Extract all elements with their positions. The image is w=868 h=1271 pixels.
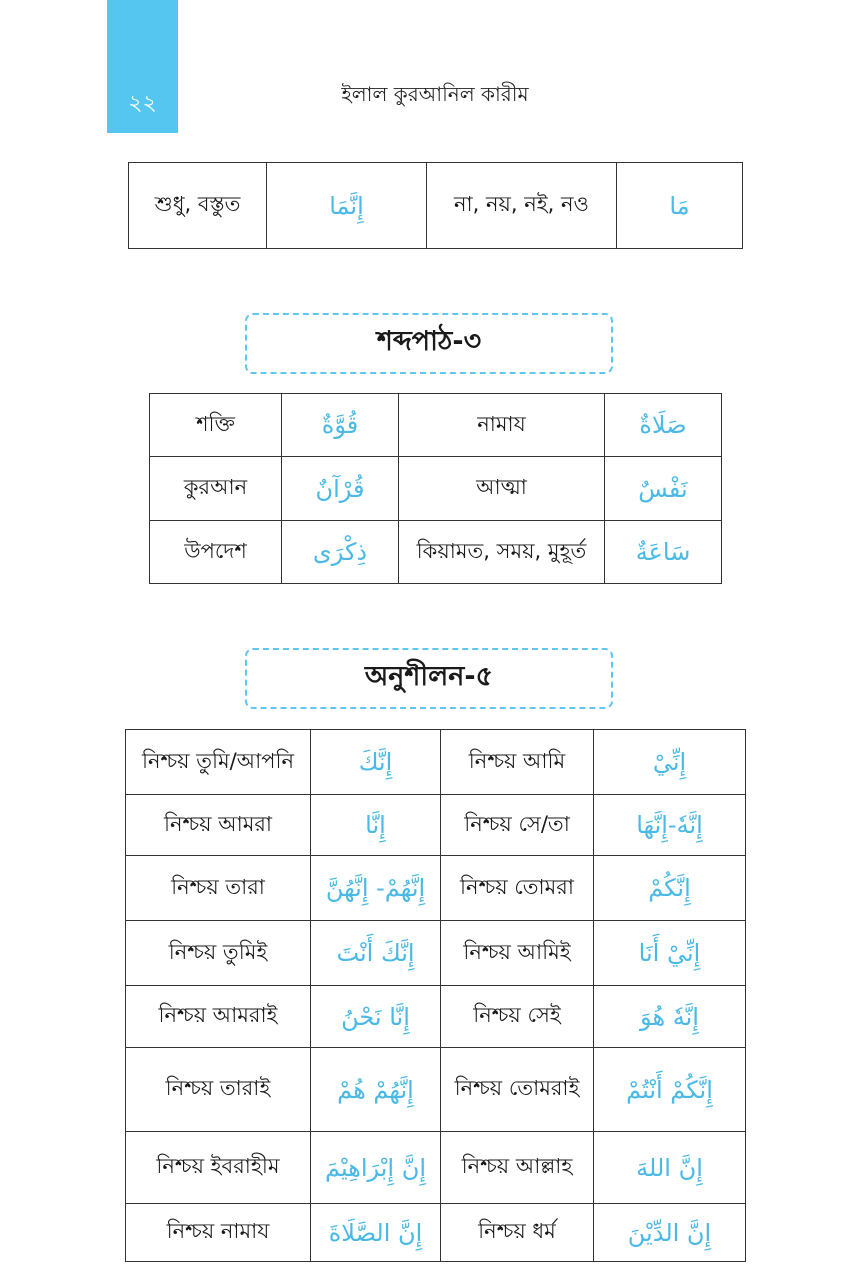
- bengali-meaning: নিশ্চয় সে/তা: [441, 795, 594, 856]
- arabic-word: سَاعَةٌ: [605, 521, 722, 584]
- arabic-word: إِنَّ الدِّيْنَ: [594, 1204, 746, 1262]
- bengali-meaning: নিশ্চয় তোমরা: [441, 856, 594, 921]
- bengali-meaning: নিশ্চয় তারাই: [126, 1048, 311, 1132]
- bengali-meaning: না, নয়, নই, নও: [427, 163, 617, 249]
- page-number: ২২: [128, 91, 157, 116]
- bengali-meaning: নিশ্চয় আমরাই: [126, 986, 311, 1048]
- arabic-word: صَلَاةٌ: [605, 394, 722, 457]
- bengali-meaning: কিয়ামত, সময়, মুহূর্ত: [399, 521, 605, 584]
- bengali-meaning: নিশ্চয় তারা: [126, 856, 311, 921]
- table-row: [126, 986, 746, 1048]
- bengali-meaning: নামায: [399, 394, 605, 457]
- bengali-meaning: নিশ্চয় তোমরাই: [441, 1048, 594, 1132]
- arabic-word: إِنَّ الصَّلَاةَ: [311, 1204, 441, 1262]
- exercise-table: [125, 729, 746, 1262]
- table-row: [129, 163, 743, 249]
- running-title: ইলাল কুরআনিল কারীম: [341, 82, 529, 106]
- arabic-word: إِنَّكَ: [311, 730, 441, 795]
- table-row: [126, 921, 746, 986]
- bengali-meaning: কুরআন: [150, 457, 282, 521]
- bengali-meaning: আত্মা: [399, 457, 605, 521]
- arabic-word: ذِكْرَى: [282, 521, 399, 584]
- table-row: [126, 856, 746, 921]
- arabic-word: إِنَّا: [311, 795, 441, 856]
- table-row: [150, 457, 722, 521]
- page-number-tab: [107, 0, 178, 133]
- bengali-meaning: নিশ্চয় সেই: [441, 986, 594, 1048]
- section-title-exercise: অনুশীলন-৫: [245, 648, 613, 709]
- bengali-meaning: নিশ্চয় আমি: [441, 730, 594, 795]
- table-row: [150, 521, 722, 584]
- table-row: [126, 795, 746, 856]
- arabic-word: إِنَّهُمْ- إِنَّهُنَّ: [311, 856, 441, 921]
- bengali-meaning: নিশ্চয় আমরা: [126, 795, 311, 856]
- arabic-word: إِنَّمَا: [267, 163, 427, 249]
- arabic-word: إِنَّكَ أَنْتَ: [311, 921, 441, 986]
- table-row: [126, 1048, 746, 1132]
- arabic-word: إِنَّا نَحْنُ: [311, 986, 441, 1048]
- arabic-word: قُوَّةٌ: [282, 394, 399, 457]
- bengali-meaning: নিশ্চয় তুমি/আপনি: [126, 730, 311, 795]
- arabic-word: إِنَّهٗ-إِنَّهَا: [594, 795, 746, 856]
- bengali-meaning: নিশ্চয় তুমিই: [126, 921, 311, 986]
- bengali-meaning: শুধু, বস্তুত: [129, 163, 267, 249]
- table-row: [126, 1204, 746, 1262]
- arabic-word: إِنَّكُمْ أَنْتُمْ: [594, 1048, 746, 1132]
- arabic-word: إِنِّيْ: [594, 730, 746, 795]
- table-row: [126, 1132, 746, 1204]
- table-row: [150, 394, 722, 457]
- bengali-meaning: নিশ্চয় ধর্ম: [441, 1204, 594, 1262]
- bengali-meaning: শক্তি: [150, 394, 282, 457]
- arabic-word: نَفْسٌ: [605, 457, 722, 521]
- arabic-word: قُرْآنٌ: [282, 457, 399, 521]
- bengali-meaning: নিশ্চয় আল্লাহ: [441, 1132, 594, 1204]
- arabic-word: إِنَّهٗ هُوَ: [594, 986, 746, 1048]
- bengali-meaning: নিশ্চয় নামায: [126, 1204, 311, 1262]
- arabic-word: إِنِّيْ أَنَا: [594, 921, 746, 986]
- arabic-word: إِنَّ اللهَ: [594, 1132, 746, 1204]
- bengali-meaning: নিশ্চয় আমিই: [441, 921, 594, 986]
- bengali-meaning: নিশ্চয় ইবরাহীম: [126, 1132, 311, 1204]
- arabic-word: مَا: [617, 163, 743, 249]
- bengali-meaning: উপদেশ: [150, 521, 282, 584]
- top-vocab-table: [128, 162, 743, 249]
- word-lesson-table: [149, 393, 722, 584]
- arabic-word: إِنَّهُمْ هُمْ: [311, 1048, 441, 1132]
- arabic-word: إِنَّ إِبْرَاهِيْمَ: [311, 1132, 441, 1204]
- table-row: [126, 730, 746, 795]
- section-title-word-lesson: শব্দপাঠ-৩: [245, 313, 613, 374]
- arabic-word: إِنَّكُمْ: [594, 856, 746, 921]
